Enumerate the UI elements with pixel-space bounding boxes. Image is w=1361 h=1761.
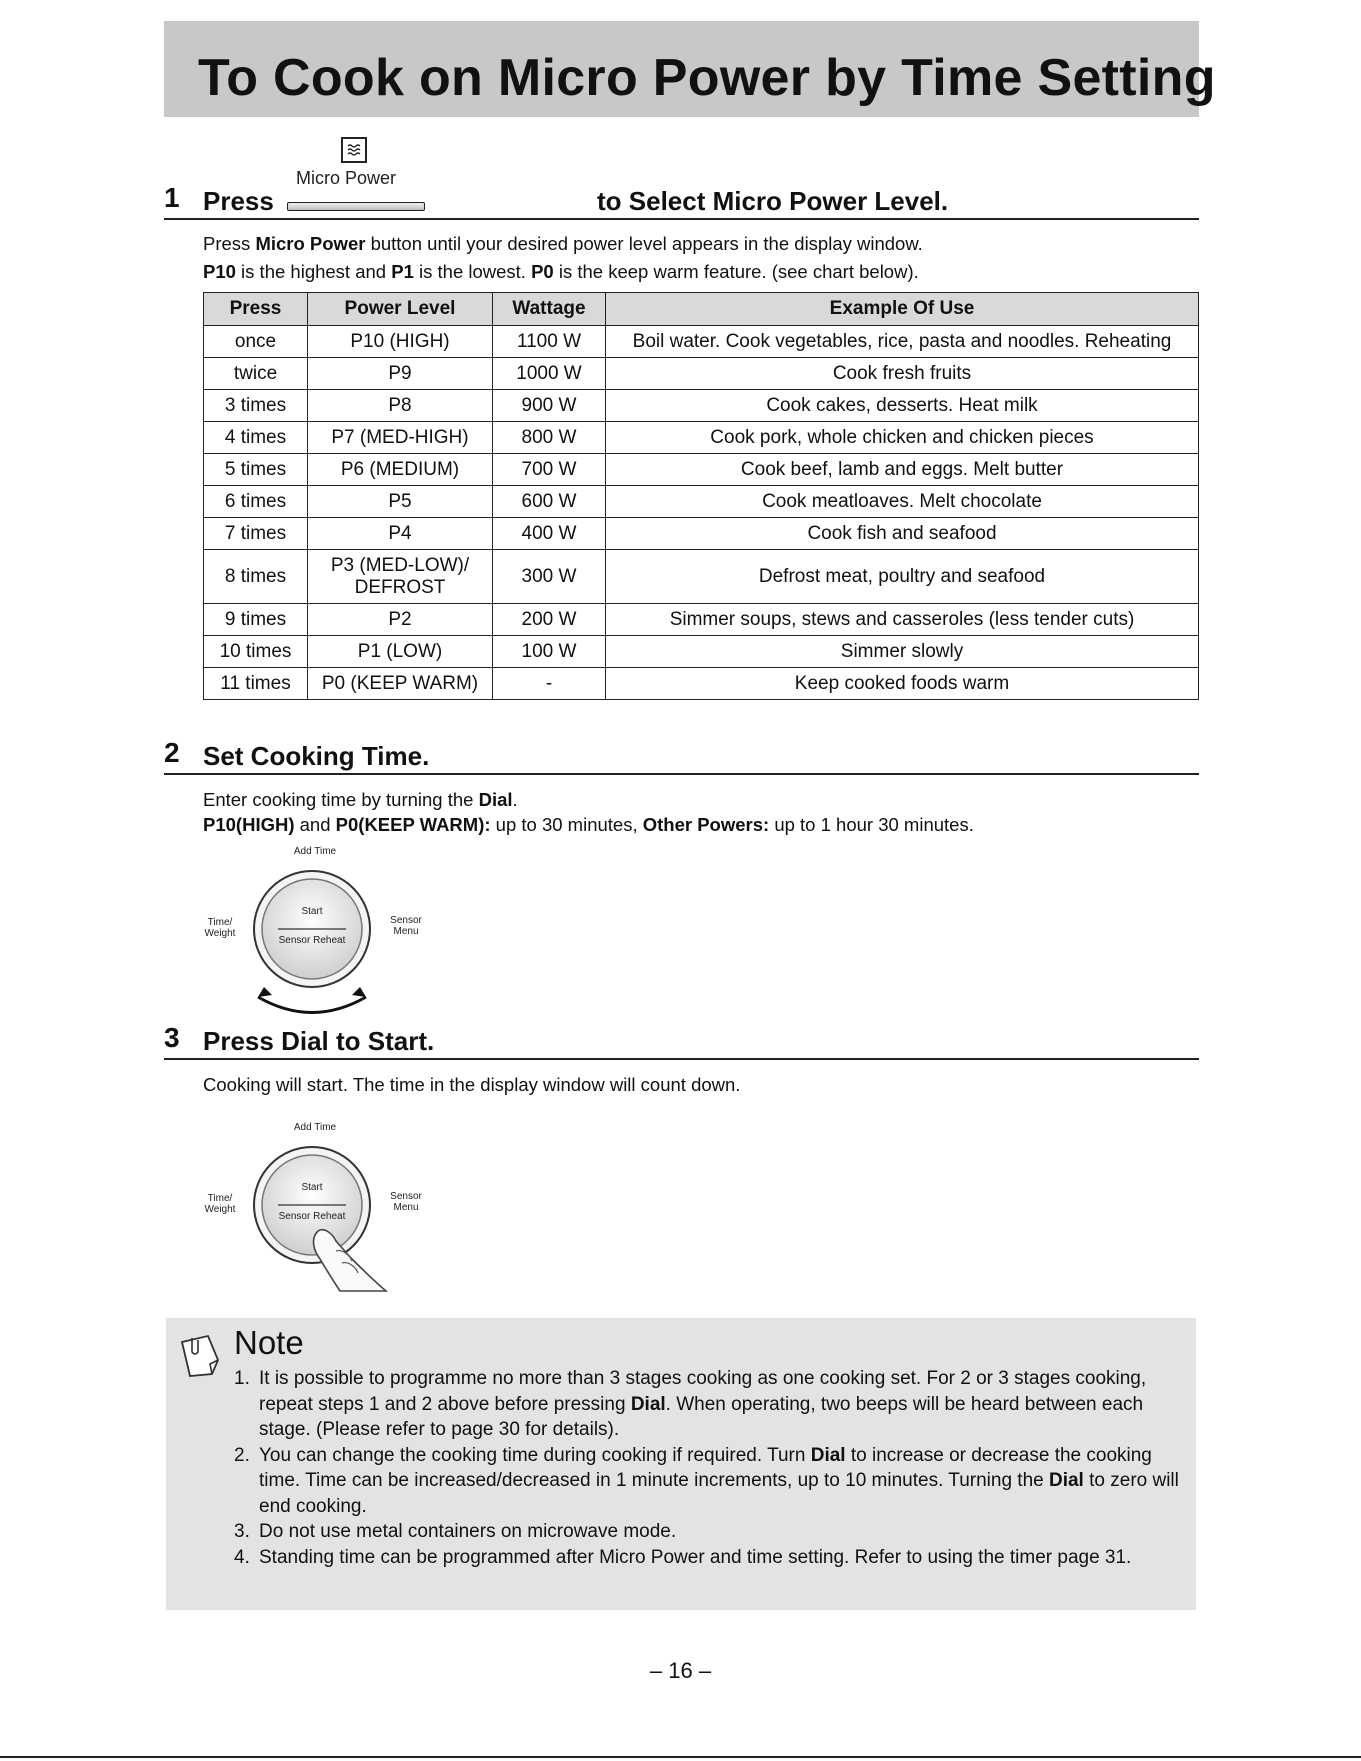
note-text: to increase or decrease the cooking time. Time can be increased/decreased in 1 minute increments, up to 10 minutes. Turning the [259, 1444, 1152, 1491]
text: and [294, 814, 336, 835]
cell-wattage: 1000 W [493, 358, 606, 390]
cell-example: Simmer slowly [606, 636, 1199, 668]
cell-wattage: 600 W [493, 486, 606, 518]
note-item [234, 1443, 1184, 1520]
page-title: To Cook on Micro Power by Time Setting [198, 49, 1216, 107]
cell-press: 4 times [204, 422, 308, 454]
cell-press: 7 times [204, 518, 308, 550]
cell-wattage: 300 W [493, 550, 606, 604]
text: up to 30 minutes, [490, 814, 643, 835]
step-2-paragraph-1 [203, 789, 518, 811]
bold-text: Dial [1048, 1470, 1084, 1491]
header-press: Press [204, 293, 308, 326]
step-2-number: 2 [164, 737, 180, 768]
time-weight-label: Time/ Weight [204, 917, 236, 939]
cell-example: Cook cakes, desserts. Heat milk [606, 390, 1199, 422]
text: up to 1 hour 30 minutes. [769, 814, 974, 835]
cell-power-level: P7 (MED-HIGH) [308, 422, 493, 454]
note-list [234, 1366, 1184, 1570]
table-row [204, 422, 1199, 454]
dial-press-illustration [190, 1119, 450, 1299]
cell-wattage: 200 W [493, 604, 606, 636]
bold-text: P10 [203, 261, 236, 282]
cell-power-level: P9 [308, 358, 493, 390]
step-1-press: Press [203, 186, 274, 216]
cell-press: 11 times [204, 668, 308, 700]
step-2-heading [164, 737, 1199, 775]
micro-power-button-label: Micro Power [296, 168, 397, 188]
text: Press [203, 233, 256, 254]
bold-text: Micro Power [255, 233, 366, 254]
note-text: . When operating, two beeps will be heard between each stage. (Please refer to page 30 for details). [259, 1393, 1144, 1440]
text: . [512, 789, 518, 810]
header-power-level: Power Level [308, 293, 493, 326]
step-3-title: Press Dial to Start. [203, 1026, 435, 1056]
cell-example: Simmer soups, stews and casseroles (less tender cuts) [606, 604, 1199, 636]
cell-power-level: P8 [308, 390, 493, 422]
step-3-number: 3 [164, 1022, 180, 1053]
note-item-number: 4. [234, 1546, 250, 1568]
note-text: Standing time can be programmed after Micro Power and time setting. Refer to using the timer page 31. [259, 1546, 1132, 1568]
cell-wattage: 900 W [493, 390, 606, 422]
add-time-label: Add Time [293, 846, 337, 857]
step-3-paragraph: Cooking will start. The time in the display window will count down. [203, 1074, 741, 1095]
table-row [204, 486, 1199, 518]
sensor-reheat-label: Sensor Reheat [278, 1211, 346, 1222]
bottom-rule [0, 1756, 1361, 1758]
sensor-reheat-label: Sensor Reheat [278, 935, 346, 946]
cell-power-level: P1 (LOW) [308, 636, 493, 668]
cell-example: Cook beef, lamb and eggs. Melt butter [606, 454, 1199, 486]
cell-press: 6 times [204, 486, 308, 518]
note-item-number: 3. [234, 1521, 250, 1542]
note-item [234, 1545, 1184, 1571]
cell-wattage: 400 W [493, 518, 606, 550]
bold-text: Dial [478, 789, 513, 810]
table-row [204, 668, 1199, 700]
note-text: to zero will end cooking. [259, 1470, 1179, 1517]
header-example-of-use: Example Of Use [606, 293, 1199, 326]
cell-example: Keep cooked foods warm [606, 668, 1199, 700]
start-label: Start [301, 906, 323, 917]
table-row [204, 390, 1199, 422]
cell-power-level: P3 (MED-LOW)/ DEFROST [308, 550, 493, 604]
cell-power-level: P10 (HIGH) [308, 326, 493, 358]
start-label: Start [301, 1182, 323, 1193]
cell-press: 10 times [204, 636, 308, 668]
text: Enter cooking time by turning the [203, 789, 479, 810]
cell-wattage: - [493, 668, 606, 700]
cell-power-level: P2 [308, 604, 493, 636]
step-3-heading [164, 1022, 1199, 1060]
note-text: You can change the cooking time during cooking if required. Turn [259, 1444, 811, 1466]
cell-press: once [204, 326, 308, 358]
text: is the keep warm feature. (see chart below). [553, 261, 919, 282]
step-1-paragraph-1 [203, 233, 923, 255]
dial-press-icon [190, 1119, 450, 1299]
cell-wattage: 100 W [493, 636, 606, 668]
cell-power-level: P4 [308, 518, 493, 550]
table-row [204, 518, 1199, 550]
cell-example: Cook fresh fruits [606, 358, 1199, 390]
micro-power-icon [341, 137, 367, 163]
note-title: Note [234, 1324, 304, 1361]
cell-press: 9 times [204, 604, 308, 636]
table-row [204, 454, 1199, 486]
cell-example: Cook pork, whole chicken and chicken pieces [606, 422, 1199, 454]
bold-text: P0(KEEP WARM): [335, 814, 491, 835]
title-banner [164, 21, 1216, 117]
bold-text: Dial [810, 1444, 846, 1466]
sensor-menu-label: Sensor Menu [390, 915, 422, 937]
cell-example: Defrost meat, poultry and seafood [606, 550, 1199, 604]
sensor-menu-label: Sensor Menu [390, 1191, 422, 1213]
note-text: It is possible to programme no more than 3 stages cooking as one cooking set. For 2 or 3 stages cooking, repeat steps 1 and 2 above before pressing [259, 1368, 1147, 1415]
cell-wattage: 700 W [493, 454, 606, 486]
table-header-row [204, 293, 1199, 326]
note-icon [178, 1330, 224, 1380]
cell-example: Boil water. Cook vegetables, rice, pasta and noodles. Reheating [606, 326, 1199, 358]
text: button until your desired power level appears in the display window. [365, 233, 923, 254]
cell-example: Cook fish and seafood [606, 518, 1199, 550]
table-row [204, 636, 1199, 668]
add-time-label: Add Time [293, 1122, 337, 1133]
cell-press: twice [204, 358, 308, 390]
bold-text: Other Powers: [642, 814, 770, 835]
step-1-heading [164, 182, 1199, 220]
note-item [234, 1519, 1184, 1545]
cell-power-level: P6 (MEDIUM) [308, 454, 493, 486]
cell-power-level: P5 [308, 486, 493, 518]
bold-text: P1 [391, 261, 414, 282]
bold-text: P10(HIGH) [203, 814, 295, 835]
cell-example: Cook meatloaves. Melt chocolate [606, 486, 1199, 518]
cell-wattage: 1100 W [493, 326, 606, 358]
power-level-table [203, 292, 1199, 700]
bold-text: Dial [630, 1393, 666, 1415]
table-row [204, 550, 1199, 604]
note-box [166, 1318, 1196, 1610]
dial-icon [190, 843, 450, 1023]
cell-press: 3 times [204, 390, 308, 422]
dial-turn-illustration [190, 843, 450, 1023]
note-item-number: 2. [234, 1444, 250, 1466]
step-2-title: Set Cooking Time. [203, 741, 430, 771]
cell-press: 8 times [204, 550, 308, 604]
text: is the highest and [235, 261, 392, 282]
table-row [204, 326, 1199, 358]
cell-press: 5 times [204, 454, 308, 486]
time-weight-label: Time/ Weight [204, 1193, 236, 1215]
table-row [204, 604, 1199, 636]
step-1-paragraph-2 [203, 261, 919, 283]
step-1-title: to Select Micro Power Level. [597, 186, 949, 216]
note-item [234, 1366, 1184, 1443]
step-2-paragraph-2 [203, 814, 974, 836]
cell-wattage: 800 W [493, 422, 606, 454]
cell-power-level: P0 (KEEP WARM) [308, 668, 493, 700]
table-row [204, 358, 1199, 390]
header-wattage: Wattage [493, 293, 606, 326]
text: is the lowest. [413, 261, 532, 282]
note-item-number: 1. [234, 1368, 250, 1389]
page-number: – 16 – [649, 1658, 712, 1683]
step-1-number: 1 [164, 182, 180, 213]
note-text: Do not use metal containers on microwave mode. [259, 1521, 677, 1542]
bold-text: P0 [531, 261, 554, 282]
